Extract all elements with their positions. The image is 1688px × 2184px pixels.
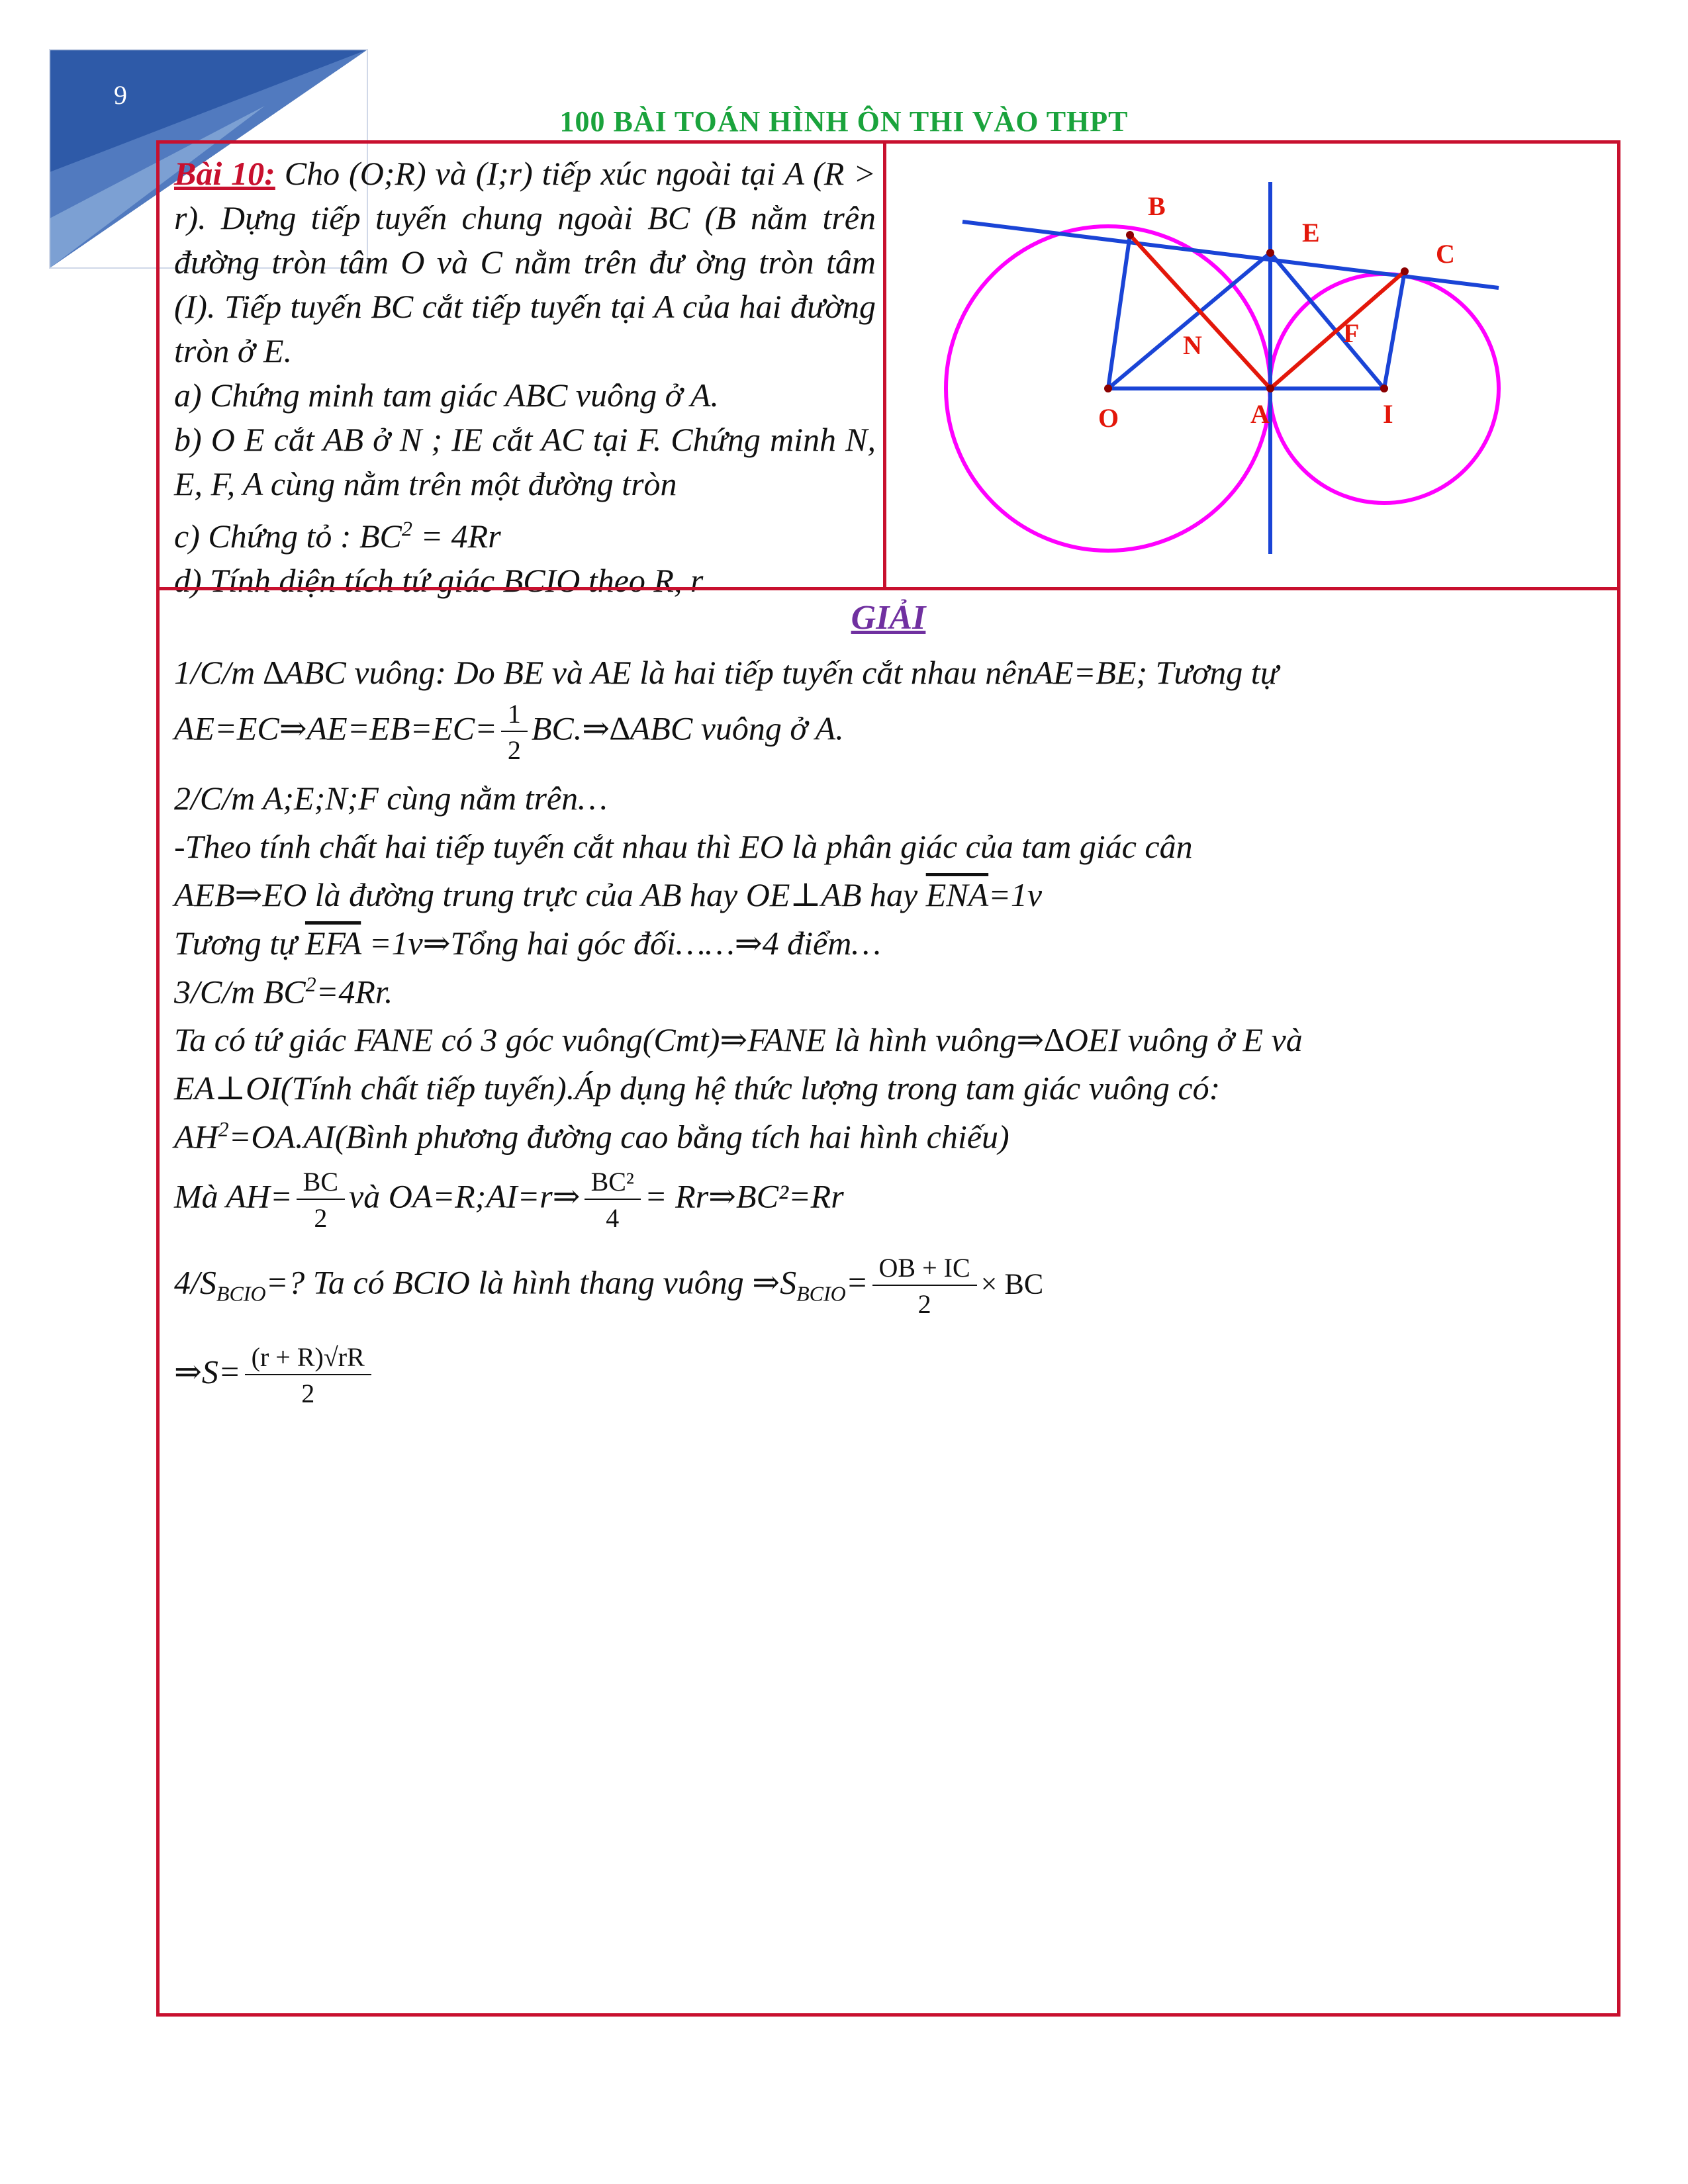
question-c: c) Chứng tỏ : $BC^2 = 4Rr$ [174, 516, 501, 555]
solution-line-1: 1/C/m ∆ABC vuông: Do BE và AE là hai tiếp tuyến cắt nhau nênAE=BE; Tương tự [174, 654, 1278, 691]
geometry-figure [886, 144, 1617, 587]
label-c: C [1436, 239, 1455, 269]
segment-oe [1108, 253, 1270, 388]
problem-box [156, 140, 886, 599]
page-number: 9 [114, 80, 127, 110]
solution-line-12: $4/S_{BCIO}=$? Ta có BCIO là hình thang vuông $\Rightarrow S_{BCIO}=$ $\frac{OB + IC}{2}$ × BC [174, 1253, 1044, 1319]
solution-line-13: ⇒S= $\frac{(r + R)√rR}{2}$ [174, 1342, 375, 1409]
solution-line-8: Ta có tứ giác FANE có 3 góc vuông(Cmt)⇒FANE là hình vuông⇒∆OEI vuông ở E và [174, 1021, 1303, 1058]
label-n: N [1183, 330, 1202, 360]
label-e: E [1302, 218, 1320, 248]
solution-line-6: Tương tự $\overline{EFA}$ =1v⇒Tổng hai góc đối……⇒4 điểm… [174, 925, 881, 962]
label-b: B [1148, 191, 1166, 221]
segment-ac [1270, 271, 1405, 388]
problem-text: Cho (O;R) và (I;r) tiếp xúc ngoài tại A (R > r). Dựng tiếp tuyến chung ngoài BC (B nằm trên đường tròn tâm O và C nằm trên đư ờng tròn tâm (I). Tiếp tuyến BC cắt tiếp tuyến tại A của hai đường tròn ở E. [174, 155, 876, 369]
solution-line-2: AE=EC⇒AE=EB=EC= $\frac{1}{2}$ BC.⇒∆ABC vuông ở A. [174, 699, 844, 765]
solution-box [156, 587, 1620, 2017]
problem-label: Bài 10: [174, 155, 275, 192]
label-o: O [1098, 403, 1119, 433]
question-b: b) O E cắt AB ở N ; IE cắt AC tại F. Chứng minh N, E, F, A cùng nằm trên một đường tròn [174, 421, 876, 502]
page-header: 100 BÀI TOÁN HÌNH ÔN THI VÀO THPT [559, 105, 1129, 138]
solution-line-5: AEB⇒EO là đường trung trực của AB hay OE⊥AB hay $\overline{ENA}=1v$ [174, 876, 1043, 913]
question-d: d) Tính diện tích tứ giác BCIO theo R, r [174, 561, 704, 599]
solution-line-11: Mà AH= $\frac{BC}{2}$ và OA=R;AI=r⇒ $\frac{\text{BC²}}{4}$ = Rr⇒BC²=Rr [174, 1167, 844, 1233]
solution-line-9: EA⊥OI(Tính chất tiếp tuyến).Áp dụng hệ thức lượng trong tam giác vuông có: [174, 1069, 1221, 1107]
solution-line-4: -Theo tính chất hai tiếp tuyến cắt nhau thì EO là phân giác của tam giác cân [174, 828, 1193, 865]
label-i: I [1383, 399, 1393, 429]
solution-line-7: 3/C/m $BC^2=4Rr$. [174, 972, 393, 1011]
tangent-bc [962, 222, 1499, 288]
problem-statement [174, 152, 876, 603]
solution-line-10: $AH^2=OA.AI(Bình$ phương đường cao bằng tích hai hình chiếu) [174, 1117, 1009, 1156]
question-a: a) Chứng minh tam giác ABC vuông ở A. [174, 377, 719, 414]
label-f: F [1343, 318, 1360, 348]
solution-line-3: 2/C/m A;E;N;F cùng nằm trên… [174, 780, 608, 817]
figure-box [883, 140, 1620, 590]
segment-ob [1108, 235, 1130, 388]
solution-title: GIẢI [851, 599, 926, 637]
label-a: A [1250, 399, 1270, 429]
